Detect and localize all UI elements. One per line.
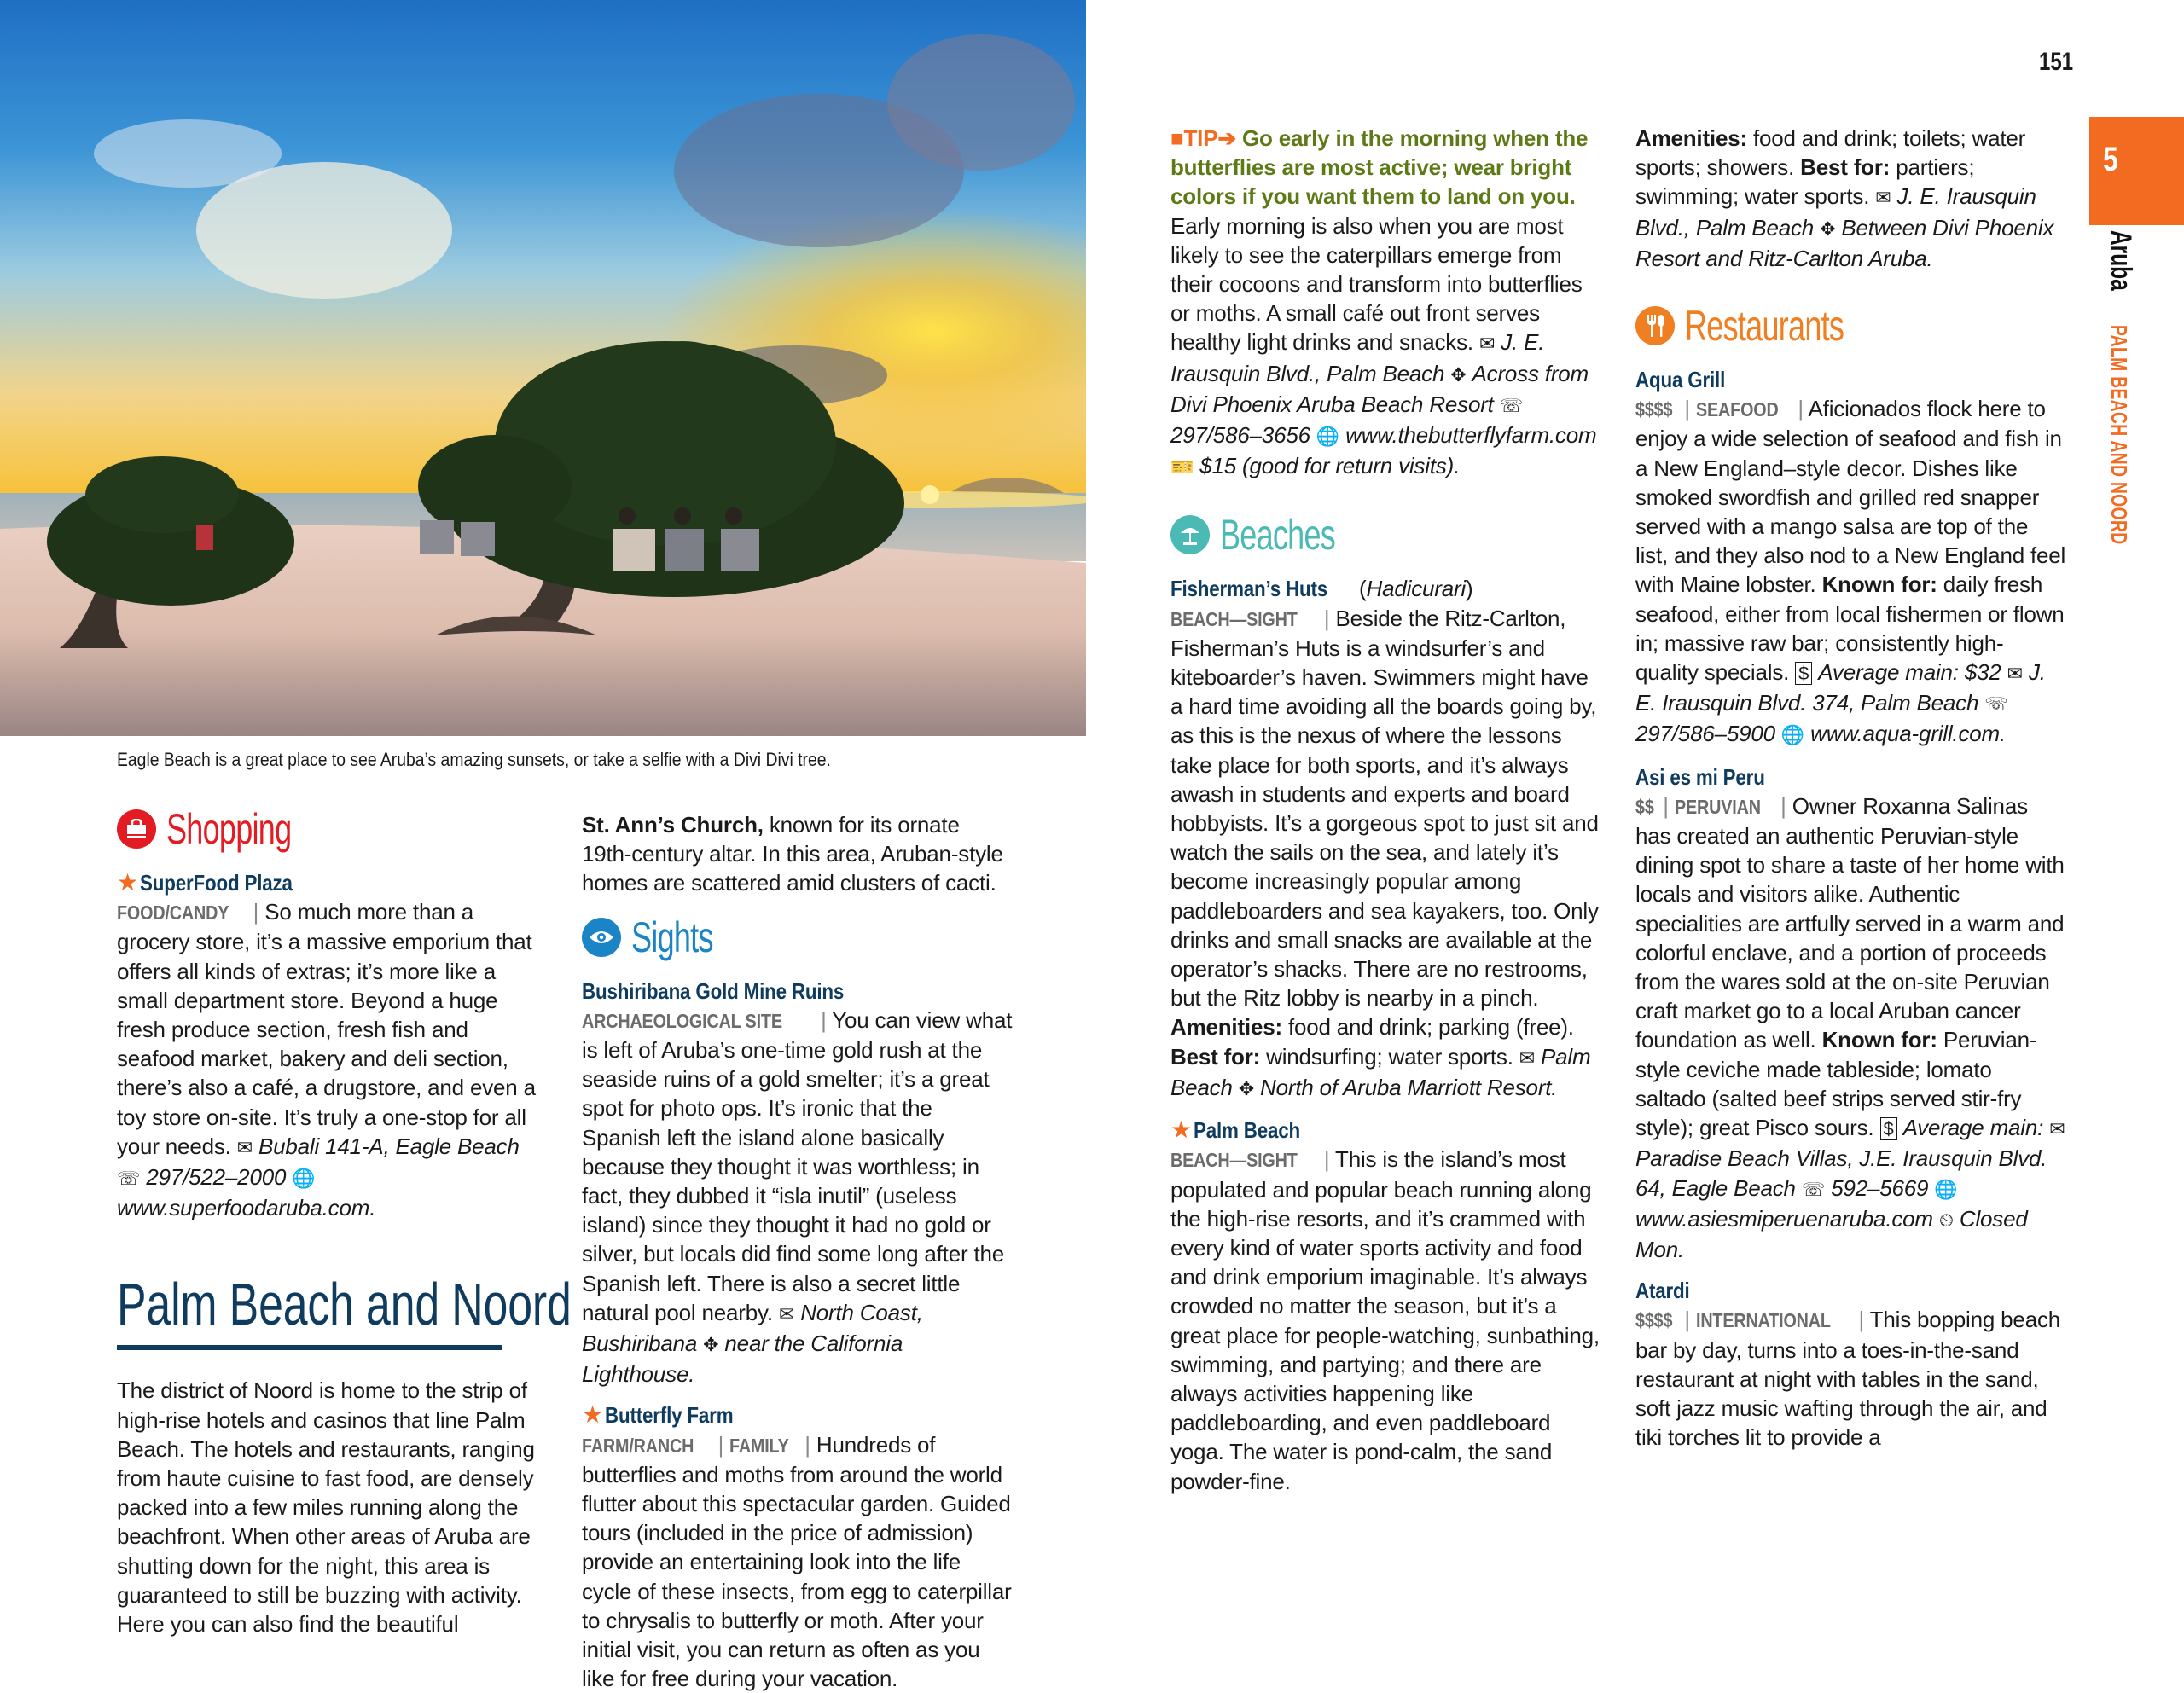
column-3 — [1170, 124, 1601, 1496]
entry-directions: North of Aruba Marriott Resort. — [1260, 1074, 1558, 1100]
entry-category-2: FAMILY — [729, 1434, 789, 1457]
mail-icon: ✉ — [778, 1302, 795, 1325]
mail-icon: ✉ — [2049, 1118, 2065, 1140]
shopping-section-header — [117, 802, 548, 856]
entry-asi-es-mi-peru: Asi es mi Peru $$ | PERUVIAN | Owner Roxanna Salinas has created an authentic Peruvian-style dining spot to share a taste of her home with locals and visitors alike. Authentic specialities are artfully served in a warm and colorful enclave, and a portion of proceeds from the wares sold at the on-site Peruvian craft market go to a local Aruban cancer foundation as well. Known for: Peruvian-style ceviche made tableside; lomato saltado (salted beef strips served stir-fry style); great Pisco sours. $ Average main: ✉ Paradise Beach Villas, J.E. Irausquin Blvd. 64, Eagle Beach ☏ 592–5669 🌐 www.asiesmiperuenaruba.com ⏲ Closed Mon. — [1635, 763, 2065, 1262]
column-2 — [582, 810, 1013, 1693]
beach-umbrella-icon — [1170, 515, 1210, 554]
running-header — [2103, 230, 2137, 597]
entry-description: So much more than a grocery store, it’s a massive emporium that offers all kinds of extras; it’s more like a small department store. Beyond a huge fresh produce section, fresh fish and seafood market, bakery and deli section, there’s also a café, a drugstore, and even a toy store on-site. It’s truly a one-stop for all your needs. — [117, 899, 536, 1159]
entry-name: SuperFood Plaza — [139, 870, 293, 896]
sights-section-header — [582, 910, 1013, 965]
entry-phone: 297/522–2000 — [146, 1164, 287, 1191]
entry-address: J. E. Irausquin Blvd., Palm Beach — [1170, 329, 1545, 386]
entry-name: Palm Beach — [1193, 1117, 1300, 1144]
beaches-heading: Beaches — [1220, 511, 1336, 560]
column-1 — [117, 802, 572, 1638]
entry-website-link[interactable]: www.aqua-grill.com. — [1810, 721, 2006, 747]
entry-address: J. E. Irausquin Blvd., Palm Beach — [1635, 183, 2036, 241]
chapter-tab — [2089, 117, 2184, 225]
mail-icon: ✉ — [236, 1136, 253, 1158]
entry-address: North Coast, Bushiribana — [582, 1299, 923, 1357]
section-label: PALM BEACH AND NOORD — [2106, 325, 2132, 545]
shopping-heading: Shopping — [166, 804, 292, 853]
entry-category: FOOD/CANDY — [117, 902, 229, 925]
shopping-bag-icon — [117, 809, 156, 849]
entry-name: Bushiribana Gold Mine Ruins — [582, 977, 845, 1004]
entry-price-range: $$ — [1635, 795, 1654, 818]
ticket-icon: 🎫 — [1170, 456, 1194, 478]
entry-description: Beside the Ritz-Carlton, Fisherman’s Huts is a windsurfer’s and kiteboarder’s haven. Swimmers might have a hard time avoiding all the boards going by, as this is the nexus of where the lessons take place for both sports, and it’s always awash in students and experts and board hobbyists. It’s a gorgeous spot to just sit and watch the sails on the sea, and lately it’s become increasingly popular among paddleboarders and sea kayakers, too. Only drinks and small snacks are available at the operator’s shacks. There are no restrooms, but the Ritz lobby is nearby in a pinch. — [1170, 605, 1599, 1012]
directions-icon: ✥ — [1450, 363, 1467, 386]
entry-address: J. E. Irausquin Blvd. 374, Palm Beach — [1635, 659, 2046, 716]
directions-icon: ✥ — [1238, 1077, 1254, 1099]
mail-icon: ✉ — [1519, 1047, 1535, 1069]
phone-icon: ☏ — [1499, 394, 1524, 416]
restaurants-heading: Restaurants — [1685, 301, 1844, 350]
divi-divi-tree-image — [0, 0, 1086, 736]
sights-heading: Sights — [631, 913, 713, 961]
dollar-icon: $ — [1880, 1117, 1897, 1140]
entry-aqua-grill: Aqua Grill $$$$ | SEAFOOD | Aficionados flock here to enjoy a wide selection of seafood and fish in a New England–style decor. Dishes like smoked swordfish and grilled red snapper served with a mango salsa are top of the list, and they also nod to a New England feel with Maine lobster. Known for: daily fresh seafood, either from local fishermen or flown in; massive raw bar; consistently high-quality specials. $ Average main: $32 ✉ J. E. Irausquin Blvd. 374, Palm Beach ☏ 297/586–5900 🌐 www.aqua-grill.com. — [1635, 367, 2066, 747]
globe-icon: 🌐 — [1934, 1178, 1958, 1200]
entry-website-link[interactable]: www.asiesmiperuenaruba.com — [1635, 1205, 1933, 1232]
entry-description: You can view what is left of Aruba’s one-time gold rush at the seaside ruins of a gold smelter; it’s a great spot for photo ops. It’s ironic that the Spanish left the island alone basically because they thought it was worthless; in fact, they dubbed it “isla inutil” (useless island) since they thought it had no gold or silver, but locals did find some long after the Spanish left. There is also a secret little natural pool nearby. — [582, 1006, 1013, 1325]
column-4 — [1635, 124, 2066, 1452]
entry-directions: Across from Divi Phoenix Aruba Beach Resort — [1170, 360, 1589, 417]
entry-category: BEACH—SIGHT — [1170, 607, 1298, 630]
entry-website-link[interactable]: www.superfoodaruba.com. — [117, 1195, 376, 1221]
district-intro-continued: St. Ann’s Church, known for its ornate 19th-century altar. In this area, Aruban-style homes are scattered amid clusters of cacti. — [582, 812, 1003, 896]
entry-address: Bubali 141-A, Eagle Beach — [258, 1133, 520, 1159]
phone-icon: ☏ — [1984, 693, 2008, 716]
entry-average-main: Average main: — [1902, 1115, 2044, 1141]
chapter-number: 5 — [2103, 141, 2118, 178]
clock-icon: ⏲ — [1938, 1209, 1954, 1231]
butterfly-farm-continued: ■TIP➔ Go early in the morning when the butterflies are most active; wear bright colors if you want them to land on you. Early morning is also when you are most likely to see the caterpillars emerge from their cocoons and transform into butterflies or moths. A small café out front serves healthy light drinks and snacks. ✉ J. E. Irausquin Blvd., Palm Beach ✥ Across from Divi Phoenix Aruba Beach Resort ☏ 297/586–3656 🌐 www.thebutterflyfarm.com 🎫 $15 (good for return visits). — [1170, 125, 1597, 479]
entry-known-for: daily fresh seafood, either from local fishermen or flown in; massive raw bar; consistently high-quality specials. — [1635, 571, 2065, 686]
entry-phone: 297/586–5900 — [1635, 721, 1775, 747]
mail-icon: ✉ — [2007, 663, 2023, 685]
mail-icon: ✉ — [1478, 333, 1496, 355]
entry-name: Atardi — [1635, 1278, 1690, 1304]
chapter-title: Aruba — [2105, 230, 2137, 291]
eye-icon — [582, 918, 621, 957]
globe-icon: 🌐 — [1780, 724, 1805, 746]
st-anns-church: St. Ann’s Church, — [582, 812, 764, 838]
directions-icon: ✥ — [1820, 217, 1836, 240]
entry-website-link[interactable]: www.thebutterflyfarm.com — [1345, 422, 1597, 449]
entry-palm-beach: ★Palm Beach BEACH—SIGHT | This is the island’s most populated and popular beach running along the high-rise resorts, and it’s crammed with every kind of water sports activity and food and drink emporium imaginable. It’s always crowded no matter the season, but it’s a great place for people-watching, sunbathing, swimming, and partying; and there are always activities happening like paddleboarding, and even paddleboard yoga. The water is pond-calm, the sand powder-fine. — [1170, 1116, 1600, 1494]
entry-cuisine: SEAFOOD — [1696, 398, 1779, 421]
star-icon: ★ — [1170, 1116, 1192, 1144]
entry-fishermans-huts: Fisherman’s Huts (Hadicurari) BEACH—SIGHT | Beside the Ritz-Carlton, Fisherman’s Huts is a windsurfer’s and kiteboarder’s haven. Swimmers might have a hard time avoiding all the boards going by, as this is the nexus of where the lessons take place for both sports, and it’s always awash in students and experts and board hobbyists. It’s a gorgeous spot to just sit and watch the sails on the sea, and lately it’s become increasingly popular among paddleboarders and sea kayakers, too. Only drinks and small snacks are available at the operator’s shacks. There are no restrooms, but the Ritz lobby is nearby in a pinch. Amenities: food and drink; parking (free). Best for: windsurfing; water sports. ✉ Palm Beach ✥ North of Aruba Marriott Resort. — [1170, 576, 1599, 1100]
entry-cuisine: INTERNATIONAL — [1696, 1309, 1831, 1332]
beaches-section-header — [1170, 507, 1601, 562]
entry-name: Fisherman’s Huts — [1170, 576, 1328, 602]
entry-price: $15 (good for return visits). — [1199, 453, 1461, 479]
entry-amenities: food and drink; toilets; water sports; showers. — [1635, 125, 2026, 181]
phone-icon: ☏ — [117, 1168, 141, 1190]
beach-sunset-photo — [0, 0, 1086, 736]
entry-known-for: Peruvian-style ceviche made tableside; lomato saltado (salted beef strips served stir-fry style); great Pisco sours. — [1635, 1027, 2037, 1141]
page-number: 151 — [2039, 48, 2074, 76]
district-heading: Palm Beach and Noord — [117, 1271, 572, 1338]
entry-best-for: windsurfing; water sports. — [1266, 1043, 1513, 1070]
globe-icon: 🌐 — [292, 1168, 316, 1190]
entry-name: Aqua Grill — [1635, 367, 1726, 393]
star-icon: ★ — [582, 1401, 603, 1429]
tip-text: Go early in the morning when the butterflies are most active; wear bright colors if you want them to land on you. — [1170, 125, 1589, 210]
entry-hours: Closed Mon. — [1635, 1205, 2028, 1262]
entry-price-range: $$$$ — [1635, 1309, 1673, 1332]
entry-alt-name: Hadicurari — [1366, 576, 1467, 602]
entry-name: Butterfly Farm — [604, 1402, 734, 1429]
photo-caption: Eagle Beach is a great place to see Aruba’s amazing sunsets, or take a selfie with a Divi Divi tree. — [117, 749, 831, 770]
tip-label: ■TIP➔ — [1170, 125, 1236, 151]
palm-beach-continued: Amenities: food and drink; toilets; water sports; showers. Best for: partiers; swimming; water sports. ✉ J. E. Irausquin Blvd., Palm Beach ✥ Between Divi Phoenix Resort and Ritz-Carlton Aruba. — [1635, 125, 2054, 271]
directions-icon: ✥ — [703, 1334, 719, 1356]
entry-description: Owner Roxanna Salinas has created an authentic Peruvian-style dining spot to share a taste of her home with locals and visitors alike. Authentic specialities are artfully served in a warm and colorful enclave, and a portion of proceeds from the wares sold at the on-site Peruvian craft market go to a local Aruban cancer foundation as well. — [1635, 792, 2065, 1053]
entry-category: ARCHAEOLOGICAL SITE — [582, 1009, 782, 1032]
district-heading-block — [117, 1270, 572, 1350]
entry-category: FARM/RANCH — [582, 1434, 694, 1457]
entry-directions: Between Divi Phoenix Resort and Ritz-Carlton Aruba. — [1635, 214, 2054, 271]
entry-average-main: Average main: $32 — [1818, 659, 2001, 686]
entry-category: BEACH—SIGHT — [1170, 1149, 1298, 1172]
fork-spoon-icon — [1635, 306, 1675, 345]
entry-description: This is the island’s most populated and popular beach running along the high-rise resorts, and it’s crammed with every kind of water sports activity and food and drink emporium imaginable. It’s always crowded no matter the season, but it’s a great place for people-watching, sunbathing, swimming, and partying; and there are always activities happening like paddleboarding, and even paddleboard yoga. The water is pond-calm, the sand powder-fine. — [1170, 1146, 1600, 1494]
entry-best-for: partiers; swimming; water sports. — [1635, 154, 1975, 210]
star-icon: ★ — [117, 869, 138, 896]
dollar-icon: $ — [1795, 662, 1812, 685]
entry-phone: 592–5669 — [1831, 1174, 1929, 1201]
entry-phone: 297/586–3656 — [1170, 422, 1310, 449]
entry-name: Asi es mi Peru — [1635, 763, 1765, 790]
restaurants-section-header — [1635, 299, 2066, 353]
entry-superfood-plaza: ★SuperFood Plaza FOOD/CANDY | So much more than a grocery store, it’s a massive emporium that offers all kinds of extras; it’s more like a small department store. Beyond a huge fresh produce section, fresh fish and seafood market, bakery and deli section, there’s also a café, a drugstore, and even a toy store on-site. It’s truly a one-stop for all your needs. ✉ Bubali 141-A, Eagle Beach ☏ 297/522–2000 🌐 www.superfoodaruba.com. — [117, 869, 536, 1221]
entry-directions: near the California Lighthouse. — [582, 1331, 903, 1388]
district-intro: The district of Noord is home to the strip of high-rise hotels and casinos that line Palm Beach. The hotels and restaurants, ranging from haute cuisine to fast food, are densely packed into a few miles running along the beachfront. When other areas of Aruba are shutting down for the night, this area is guaranteed to still be buzzing with activity. Here you can also find the beautiful — [117, 1377, 535, 1638]
entry-amenities: food and drink; parking (free). — [1287, 1014, 1574, 1041]
entry-address: Paradise Beach Villas, J.E. Irausquin Blvd. 64, Eagle Beach — [1635, 1145, 2048, 1201]
mail-icon: ✉ — [1875, 187, 1891, 209]
phone-icon: ☏ — [1801, 1178, 1826, 1200]
entry-description: This bopping beach bar by day, turns into a toes-in-the-sand restaurant at night with tables in the sand, soft jazz music wafting through the air, and tiki torches lit to provide a — [1635, 1307, 2061, 1451]
globe-icon: 🌐 — [1316, 426, 1340, 448]
entry-cuisine: PERUVIAN — [1674, 795, 1761, 818]
entry-atardi: Atardi $$$$ | INTERNATIONAL | This bopping beach bar by day, turns into a toes-in-the-sand restaurant at night with tables in the sand, soft jazz music wafting through the air, and tiki torches lit to provide a — [1635, 1278, 2061, 1451]
entry-description: Aficionados flock here to enjoy a wide selection of seafood and fish in a New England–style decor. Dishes like smoked swordfish and grilled red snapper served with a mango salsa are top of the list, and they also nod to a New England feel with Maine lobster. — [1635, 396, 2066, 598]
entry-bushiribana: Bushiribana Gold Mine Ruins ARCHAEOLOGICAL SITE | You can view what is left of Aruba’s one-time gold rush at the seaside ruins of a gold smelter; it’s a great spot for photo ops. It’s ironic that the Spanish left the island alone basically because they thought it was worthless; in fact, they dubbed it “isla inutil” (useless island) since they thought it had no gold or silver, but locals did find some long after the Spanish left. There is also a secret little natural pool nearby. ✉ North Coast, Bushiribana ✥ near the California Lighthouse. — [582, 977, 1013, 1388]
entry-description: Hundreds of butterflies and moths from around the world flutter about this spectacular garden. Guided tours (included in the price of admission) provide an entertaining look into the life cycle of these insects, from egg to caterpillar to chrysalis to butterfly or moth. After your initial visit, you can return as often as you like for free during your vacation. — [582, 1431, 1012, 1692]
entry-butterfly-farm: ★Butterfly Farm FARM/RANCH | FAMILY | Hundreds of butterflies and moths from around the world flutter about this spectacular garden. Guided tours (included in the price of admission) provide an entertaining look into the life cycle of these insects, from egg to caterpillar to chrysalis to butterfly or moth. After your initial visit, you can return as often as you like for free during your vacation. — [582, 1401, 1012, 1692]
entry-price-range: $$$$ — [1635, 398, 1673, 421]
entry-address: Palm Beach — [1170, 1043, 1591, 1100]
